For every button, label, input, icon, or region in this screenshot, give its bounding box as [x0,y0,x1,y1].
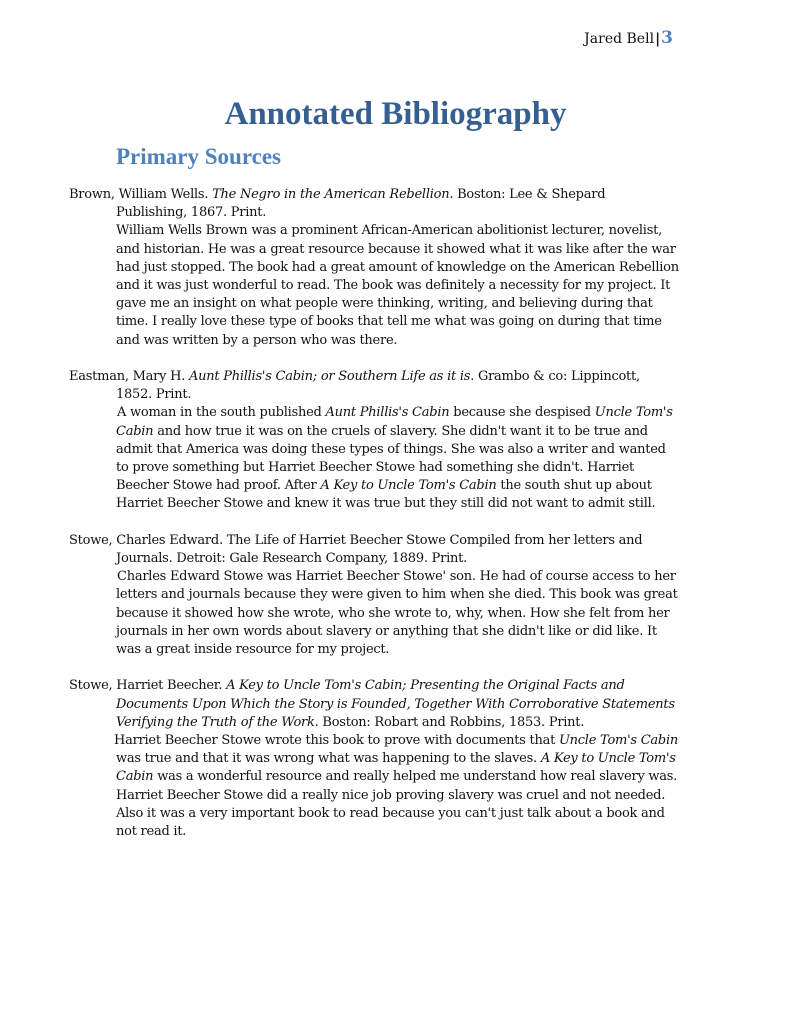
annotation-text: Charles Edward Stowe was Harriet Beecher Stowe' son. He had of course access to her letters and journals because they were given to him when she died. This book was great because it showed how she wrote, who she wrote to, why, when. How she felt from her journals in her own words about slavery or anything that she didn't like or did like. It was a great inside resource for my project. [116,569,678,658]
citation-publication: Boston: Lee & Shepard Publishing, 1867. Print. [116,187,606,221]
citation-text: Stowe, Charles Edward. The Life of Harriet Beecher Stowe Compiled from her letters and Journals. Detroit: Gale Research Company, 1889. Print. [69,532,643,567]
annotation-text: A woman in the south published [117,405,326,421]
page-header [584,28,673,48]
citation-publication: . Boston: Robart and Robbins, 1853. Print. [314,714,585,730]
annotation [69,732,679,841]
annotation-text: the south shut up about Harriet Beecher Stowe and knew it was true but they still did not want to admit still. [116,478,656,512]
annotation [69,404,679,513]
annotation-title-ref: A Key to Uncle Tom's Cabin [320,478,497,494]
citation [69,677,679,732]
citation [69,186,679,222]
page-title: Annotated Bibliography [224,96,567,132]
citation-title: The Negro in the American Rebellion. [212,187,454,202]
header-separator: | [655,31,661,47]
annotation-text: and how true it was on the cruels of slavery. She didn't want it to be true and admit that America was doing these types of things. She was also a writer and wanted to prove something but Harriet Beecher Stowe had something she didn't. Harriet Beecher Stowe had proof. After [116,423,666,494]
page-number: 3 [661,28,673,48]
annotation-title-ref: Uncle Tom's Cabin [558,733,679,749]
annotation-title-ref: A Key to Uncle Tom's Cabin [116,751,676,785]
bibliography-entry-charles-stowe [69,532,679,659]
bibliography-entry-harriet-stowe [69,677,679,841]
annotation-text: was true and that it was wrong what was happening to the slaves. [116,751,541,767]
citation-author: Stowe, Harriet Beecher. [69,678,227,694]
citation-author: Eastman, Mary H. [69,369,189,385]
annotation-title-ref: Uncle Tom's Cabin [116,405,673,439]
annotation [69,568,679,659]
annotation-text: was a wonderful resource and really helped me understand how real slavery was. Harriet Beecher Stowe did a really nice job proving slavery was cruel and not needed. Also it was a very important book to read because you can't just talk about a book and not read it. [116,769,678,840]
citation [69,532,679,568]
header-author: Jared Bell [584,31,655,47]
bibliography-entry-eastman [69,368,679,514]
citation-title: A Key to Uncle Tom's Cabin; Presenting the Original Facts and Documents Upon Which the Story is Founded, Together With Corroborative Statements Verifying the Truth of the Work [116,678,675,730]
annotation-text: because she despised [449,405,595,421]
annotation [69,222,679,349]
annotation-title-ref: Aunt Phillis's Cabin [325,405,450,421]
annotation-text: Harriet Beecher Stowe wrote this book to prove with documents that [114,733,559,749]
annotation-text: William Wells Brown was a prominent African-American abolitionist lecturer, novelist, and historian. He was a great resource because it showed what it was like after the war had just stopped. The book had a great amount of knowledge on the American Rebellion and it was just wonderful to read. The book was definitely a necessity for my project. It gave me an insight on what people were thinking, writing, and believing during that time. I really love these type of books that tell me what was going on during that time and was written by a person who was there. [116,223,679,348]
citation-title: Aunt Phillis's Cabin; or Southern Life as it is [188,369,471,385]
section-heading: Primary Sources [116,144,282,169]
citation [69,368,679,404]
bibliography-entry-brown [69,186,679,350]
citation-publication: . Grambo & co: Lippincott, 1852. Print. [116,369,640,403]
citation-author: Brown, William Wells. [69,187,213,202]
bibliography-list [69,186,679,859]
